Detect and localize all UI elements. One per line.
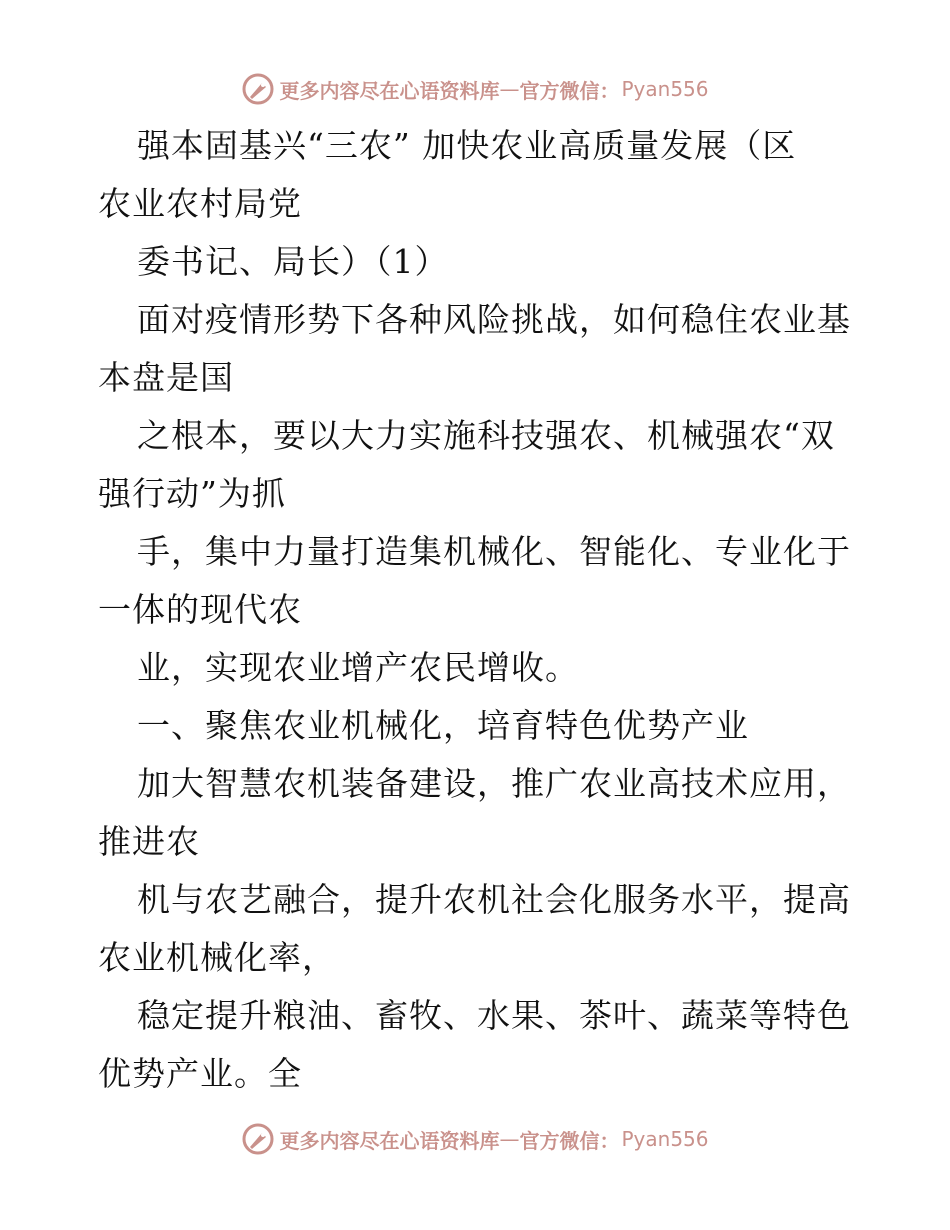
text-line: 之根本，要以大力实施科技强农、机械强农“双 (137, 416, 835, 455)
text-line: 推进农 (98, 822, 200, 861)
text-line: 本盘是国 (98, 358, 234, 397)
banner-separator: — (499, 1127, 520, 1151)
text-line: 委书记、局长）（1） (137, 242, 449, 281)
banner-wechat-label: 官方微信： (519, 78, 620, 103)
text-line: 手，集中力量打造集机械化、智能化、专业化于 (137, 532, 851, 571)
text-line: 农业机械化率， (98, 938, 336, 977)
text-line: 强行动”为抓 (98, 474, 286, 513)
pen-nib-icon (241, 1122, 275, 1156)
banner-separator: — (499, 77, 520, 101)
document-body (98, 117, 858, 1103)
text-line: 面对疫情形势下各种风险挑战，如何稳住农业基 (137, 300, 851, 339)
banner-text: 更多内容尽在心语资料库 (279, 1128, 500, 1153)
banner-wechat-label: 官方微信： (519, 1128, 620, 1153)
text-line: 强本固基兴“三农” 加快农业高质量发展（区 (137, 126, 797, 165)
banner-text: 更多内容尽在心语资料库 (279, 78, 500, 103)
banner-wechat-id: Pyan556 (621, 77, 709, 101)
footer-watermark-banner (0, 1122, 950, 1156)
banner-wechat-id: Pyan556 (621, 1127, 709, 1151)
text-line: 业，实现农业增产农民增收。 (137, 648, 579, 687)
text-line: 稳定提升粮油、畜牧、水果、茶叶、蔬菜等特色 (137, 996, 851, 1035)
header-watermark-banner (0, 72, 950, 106)
text-line: 一、聚焦农业机械化，培育特色优势产业 (137, 706, 749, 745)
text-line: 优势产业。全 (98, 1054, 302, 1093)
text-line: 加大智慧农机装备建设，推广农业高技术应用， (137, 764, 851, 803)
text-line: 农业农村局党 (98, 184, 302, 223)
pen-nib-icon (241, 72, 275, 106)
text-line: 一体的现代农 (98, 590, 302, 629)
text-line: 机与农艺融合，提升农机社会化服务水平，提高 (137, 880, 851, 919)
